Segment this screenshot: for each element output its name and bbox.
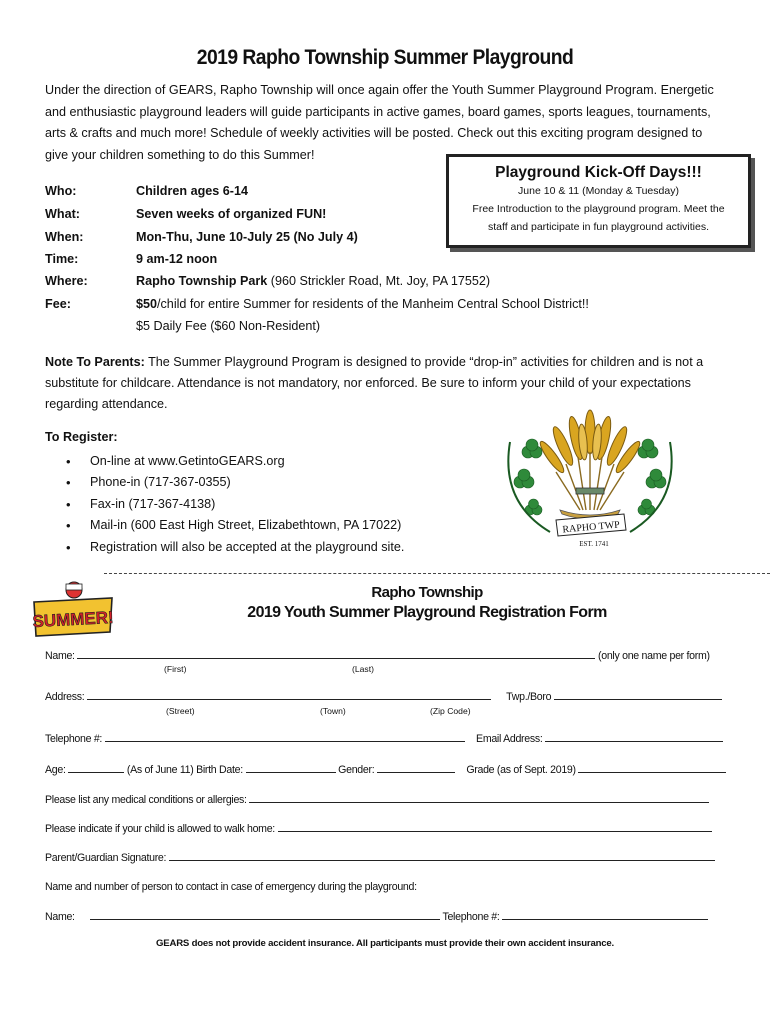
where-park: Rapho Township Park: [136, 274, 268, 288]
where-address: (960 Strickler Road, Mt. Joy, PA 17552): [267, 274, 491, 288]
address-label: Address:: [45, 691, 85, 703]
name-input[interactable]: [77, 649, 595, 659]
name-label: Name:: [45, 650, 75, 662]
last-hint: (Last): [352, 664, 374, 674]
phone-email-row: [45, 732, 723, 745]
seal-est-text: EST. 1741: [579, 540, 609, 548]
signature-row: [45, 851, 715, 864]
who-label: Who:: [45, 184, 77, 198]
form-title: 2019 Youth Summer Playground Registration Form: [247, 604, 607, 621]
register-item-online: • On-line at www.GetintoGEARS.org: [66, 451, 404, 472]
where-label: Where:: [45, 274, 88, 288]
town-hint: (Town): [320, 706, 346, 716]
fee-description: /child for entire Summer for residents of the Manheim Central School District!!: [157, 297, 589, 311]
who-value: Children ages 6-14: [136, 184, 248, 198]
insurance-disclaimer: GEARS does not provide accident insurance. All participants must provide their own accident insurance.: [156, 938, 614, 949]
emergency-phone-input[interactable]: [502, 910, 708, 920]
seal-banner-text: RAPHO TWP: [562, 519, 621, 536]
note-line: substitute for childcare. Attendance is not mandatory, nor enforced. Be sure to inform your child of your expectations: [45, 376, 691, 390]
intro-line: arts & crafts and much more! Schedule of weekly activities will be posted. Check out this exciting program designed to: [45, 126, 703, 140]
kickoff-dates: June 10 & 11 (Monday & Tuesday): [518, 185, 679, 197]
zip-hint: (Zip Code): [430, 706, 471, 716]
kickoff-box: [446, 154, 751, 248]
time-label: Time:: [45, 252, 79, 266]
medical-label: Please list any medical conditions or allergies:: [45, 794, 247, 806]
name-note: (only one name per form): [598, 650, 710, 662]
grade-input[interactable]: [578, 763, 726, 773]
kickoff-text-line: Free Introduction to the playground program. Meet the: [472, 203, 725, 215]
signature-label: Parent/Guardian Signature:: [45, 852, 167, 864]
when-value: Mon-Thu, June 10-July 25 (No July 4): [136, 230, 358, 244]
info-where: [45, 274, 735, 294]
register-item-mail: • Mail-in (600 East High Street, Elizabethtown, PA 17022): [66, 515, 404, 536]
street-hint: (Street): [166, 706, 195, 716]
walk-home-label: Please indicate if your child is allowed to walk home:: [45, 823, 275, 835]
cut-line-divider: [104, 573, 770, 574]
grade-label: Grade (as of Sept. 2019): [466, 764, 576, 776]
what-label: What:: [45, 207, 80, 221]
birth-date-input[interactable]: [246, 763, 336, 773]
kickoff-text: [449, 200, 748, 236]
daily-fee: $5 Daily Fee ($60 Non-Resident): [136, 319, 321, 333]
register-item-onsite: • Registration will also be accepted at the playground site.: [66, 537, 404, 558]
age-label: Age:: [45, 764, 66, 776]
twp-label: Twp./Boro: [506, 691, 552, 703]
medical-row: [45, 793, 709, 806]
register-heading: To Register:: [45, 430, 118, 444]
info-who: [45, 184, 445, 204]
age-row: [45, 763, 726, 776]
kickoff-text-line: staff and participate in fun playground activities.: [487, 221, 710, 233]
first-hint: (First): [164, 664, 187, 674]
when-label: When:: [45, 230, 84, 244]
name-row: [45, 649, 710, 662]
intro-line: Under the direction of GEARS, Rapho Township will once again offer the Youth Summer Playground Program. Energetic: [45, 83, 714, 97]
email-input[interactable]: [545, 732, 723, 742]
emergency-contact-row: [45, 910, 708, 923]
info-fee: [45, 297, 735, 317]
intro-line: and enthusiastic playground leaders will guide participants in active games, board games, sports leagues, tournaments,: [45, 104, 711, 119]
info-time: [45, 252, 445, 272]
emergency-name-input[interactable]: [90, 910, 440, 920]
fee-value: [136, 297, 589, 311]
what-value: Seven weeks of organized FUN!: [136, 207, 327, 221]
note-line: [45, 352, 735, 373]
page-title: 2019 Rapho Township Summer Playground: [196, 46, 574, 69]
email-label: Email Address:: [476, 733, 543, 745]
gender-input[interactable]: [377, 763, 455, 773]
address-row: [45, 690, 722, 703]
twp-input[interactable]: [554, 690, 722, 700]
register-list: [66, 451, 404, 558]
register-item-phone: • Phone-in (717-367-0355): [66, 472, 404, 493]
medical-input[interactable]: [249, 793, 709, 803]
emergency-phone-label: Telephone #:: [442, 911, 500, 923]
register-item-fax: • Fax-in (717-367-4138): [66, 494, 404, 515]
fee-label: Fee:: [45, 297, 71, 311]
signature-input[interactable]: [169, 851, 715, 861]
phone-label: Telephone #:: [45, 733, 103, 745]
walk-home-input[interactable]: [278, 822, 712, 832]
kickoff-heading: Playground Kick-Off Days!!!: [495, 164, 702, 181]
info-when: [45, 230, 445, 250]
where-value: [136, 274, 490, 288]
birth-label: (As of June 11) Birth Date:: [126, 764, 243, 776]
summer-logo-text: SUMMER!: [32, 607, 115, 632]
gender-label: Gender:: [338, 764, 375, 776]
intro-line: give your children something to do this Summer!: [45, 147, 315, 162]
fee-amount: $50: [136, 297, 158, 311]
walk-home-row: [45, 822, 712, 835]
phone-input[interactable]: [105, 732, 465, 742]
note-line: regarding attendance.: [45, 397, 168, 411]
emergency-name-label: Name:: [45, 911, 75, 923]
age-input[interactable]: [68, 763, 124, 773]
note-label: Note To Parents:: [45, 355, 145, 369]
note-text: The Summer Playground Program is designed to provide “drop-in” activities for children and is not a: [144, 355, 704, 369]
form-title-township: Rapho Township: [371, 584, 483, 601]
address-input[interactable]: [87, 690, 491, 700]
township-seal-icon: [490, 402, 690, 552]
info-what: [45, 207, 445, 227]
emergency-label: Name and number of person to contact in case of emergency during the playground:: [45, 881, 417, 893]
time-value: 9 am-12 noon: [136, 252, 218, 266]
